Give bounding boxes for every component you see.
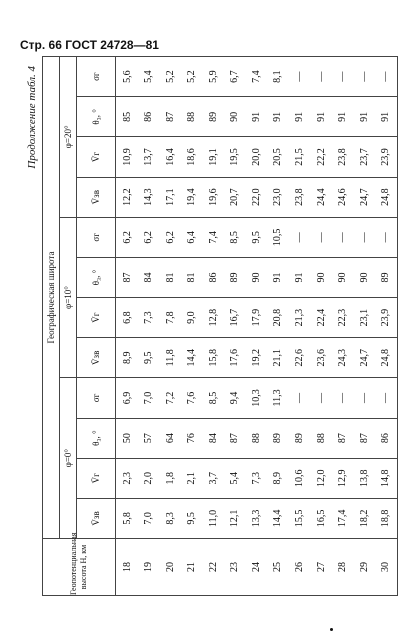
value-cell: 24,3	[332, 338, 354, 378]
value-cell: 17,6	[224, 338, 246, 378]
value-cell: 13,8	[353, 458, 375, 498]
value-cell: 90	[224, 97, 246, 137]
value-cell: 18,8	[375, 498, 398, 538]
value-cell: 20,5	[267, 137, 289, 177]
table-row	[332, 57, 354, 596]
value-cell: 23,8	[289, 177, 311, 217]
value-cell: 86	[138, 97, 160, 137]
value-cell: 12,8	[203, 298, 225, 338]
value-cell: 90	[246, 257, 268, 297]
value-cell: —	[289, 57, 311, 97]
value-cell: 2,3	[116, 458, 139, 498]
height-cell: 18	[116, 539, 139, 596]
value-cell: 14,4	[267, 498, 289, 538]
height-column-header: Геопотенциальная высота H, км	[43, 539, 116, 596]
value-cell: 3,7	[203, 458, 225, 498]
value-cell: 89	[224, 257, 246, 297]
value-cell: 21,5	[289, 137, 311, 177]
group-header-phi10: φ=10°	[60, 217, 77, 378]
table-row	[160, 57, 182, 596]
value-cell: 7,0	[138, 498, 160, 538]
value-cell: 12,1	[224, 498, 246, 538]
subcolumn-header: V̄зв	[77, 177, 116, 217]
subcolumn-header: V̄г	[77, 137, 116, 177]
value-cell: 19,2	[246, 338, 268, 378]
value-cell: 21,3	[289, 298, 311, 338]
value-cell: 81	[181, 257, 203, 297]
value-cell: 89	[375, 257, 398, 297]
value-cell: 84	[138, 257, 160, 297]
value-cell: 76	[181, 418, 203, 458]
group-header-phi0: φ=0°	[60, 378, 77, 539]
value-cell: —	[332, 217, 354, 257]
value-cell: 1,8	[160, 458, 182, 498]
value-cell: 24,8	[375, 338, 398, 378]
value-cell: 7,3	[246, 458, 268, 498]
value-cell: 91	[267, 97, 289, 137]
value-cell: 87	[332, 418, 354, 458]
value-cell: 15,8	[203, 338, 225, 378]
value-cell: 24,6	[332, 177, 354, 217]
value-cell: 64	[160, 418, 182, 458]
value-cell: 17,9	[246, 298, 268, 338]
latitude-header: Географическая широта	[43, 57, 60, 539]
value-cell: 13,7	[138, 137, 160, 177]
table-row	[289, 57, 311, 596]
value-cell: 14,4	[181, 338, 203, 378]
subcolumn-header: V̄зв	[77, 338, 116, 378]
value-cell: 91	[246, 97, 268, 137]
table-row	[267, 57, 289, 596]
value-cell: 8,5	[224, 217, 246, 257]
value-cell: 22,2	[310, 137, 332, 177]
height-cell: 21	[181, 539, 203, 596]
value-cell: 22,6	[289, 338, 311, 378]
value-cell: 87	[353, 418, 375, 458]
value-cell: 9,4	[224, 378, 246, 418]
height-cell: 27	[310, 539, 332, 596]
value-cell: —	[375, 378, 398, 418]
value-cell: 15,5	[289, 498, 311, 538]
value-cell: 6,2	[138, 217, 160, 257]
value-cell: 5,8	[116, 498, 139, 538]
value-cell: 23,8	[332, 137, 354, 177]
value-cell: 8,3	[160, 498, 182, 538]
value-cell: —	[310, 217, 332, 257]
value-cell: 5,2	[181, 57, 203, 97]
value-cell: 14,8	[375, 458, 398, 498]
value-cell: 19,6	[203, 177, 225, 217]
value-cell: 90	[332, 257, 354, 297]
value-cell: 10,6	[289, 458, 311, 498]
value-cell: 19,1	[203, 137, 225, 177]
value-cell: 23,7	[353, 137, 375, 177]
value-cell: 19,4	[181, 177, 203, 217]
page-header: Стр. 66 ГОСТ 24728—81	[20, 38, 159, 52]
value-cell: —	[310, 378, 332, 418]
value-cell: 87	[116, 257, 139, 297]
value-cell: 13,3	[246, 498, 268, 538]
table-row	[246, 57, 268, 596]
value-cell: 91	[289, 97, 311, 137]
subcolumn-header: σг	[77, 217, 116, 257]
value-cell: 20,7	[224, 177, 246, 217]
value-cell: 5,4	[224, 458, 246, 498]
value-cell: 14,3	[138, 177, 160, 217]
value-cell: —	[310, 57, 332, 97]
subcolumn-header: θ₃, °	[77, 418, 116, 458]
value-cell: 86	[375, 418, 398, 458]
value-cell: 88	[246, 418, 268, 458]
value-cell: 91	[375, 97, 398, 137]
value-cell: 7,4	[246, 57, 268, 97]
table-row	[375, 57, 398, 596]
subcolumn-header: V̄г	[77, 458, 116, 498]
value-cell: 17,4	[332, 498, 354, 538]
table-row	[116, 57, 139, 596]
value-cell: 5,2	[160, 57, 182, 97]
value-cell: 16,7	[224, 298, 246, 338]
value-cell: 24,7	[353, 338, 375, 378]
value-cell: 18,2	[353, 498, 375, 538]
value-cell: 12,0	[310, 458, 332, 498]
table-row	[203, 57, 225, 596]
value-cell: 90	[353, 257, 375, 297]
value-cell: 9,0	[181, 298, 203, 338]
value-cell: 91	[289, 257, 311, 297]
value-cell: 7,3	[138, 298, 160, 338]
value-cell: 24,7	[353, 177, 375, 217]
subcolumn-header: σг	[77, 378, 116, 418]
table-row	[353, 57, 375, 596]
value-cell: 9,5	[181, 498, 203, 538]
value-cell: —	[353, 378, 375, 418]
value-cell: 6,2	[160, 217, 182, 257]
value-cell: 57	[138, 418, 160, 458]
table-row	[224, 57, 246, 596]
value-cell: 91	[332, 97, 354, 137]
value-cell: 5,4	[138, 57, 160, 97]
value-cell: 2,1	[181, 458, 203, 498]
value-cell: 7,4	[203, 217, 225, 257]
value-cell: 24,8	[375, 177, 398, 217]
value-cell: 20,0	[246, 137, 268, 177]
value-cell: 11,0	[203, 498, 225, 538]
rotated-table-area	[22, 56, 402, 596]
value-cell: —	[375, 57, 398, 97]
subcolumn-header: θ₃, °	[77, 97, 116, 137]
value-cell: 7,0	[138, 378, 160, 418]
subcolumn-header: σг	[77, 57, 116, 97]
value-cell: 50	[116, 418, 139, 458]
value-cell: 7,6	[181, 378, 203, 418]
height-cell: 26	[289, 539, 311, 596]
data-table	[42, 56, 398, 596]
value-cell: 23,0	[267, 177, 289, 217]
value-cell: 89	[267, 418, 289, 458]
value-cell: 6,2	[116, 217, 139, 257]
subcolumn-header: θ₃, °	[77, 257, 116, 297]
value-cell: 16,5	[310, 498, 332, 538]
value-cell: 7,8	[160, 298, 182, 338]
value-cell: 7,2	[160, 378, 182, 418]
value-cell: 90	[310, 257, 332, 297]
height-cell: 30	[375, 539, 398, 596]
height-cell: 28	[332, 539, 354, 596]
value-cell: 11,3	[267, 378, 289, 418]
value-cell: 10,5	[267, 217, 289, 257]
page-mark	[330, 628, 333, 631]
value-cell: 17,1	[160, 177, 182, 217]
value-cell: 22,3	[332, 298, 354, 338]
value-cell: 9,5	[246, 217, 268, 257]
table-row	[138, 57, 160, 596]
height-cell: 29	[353, 539, 375, 596]
table-row	[181, 57, 203, 596]
value-cell: 8,9	[116, 338, 139, 378]
value-cell: 86	[203, 257, 225, 297]
value-cell: —	[289, 217, 311, 257]
height-cell: 19	[138, 539, 160, 596]
value-cell: 8,5	[203, 378, 225, 418]
value-cell: 5,9	[203, 57, 225, 97]
value-cell: 91	[267, 257, 289, 297]
height-cell: 22	[203, 539, 225, 596]
value-cell: 81	[160, 257, 182, 297]
value-cell: —	[353, 57, 375, 97]
value-cell: 85	[116, 97, 139, 137]
table-row	[310, 57, 332, 596]
value-cell: 91	[310, 97, 332, 137]
value-cell: —	[289, 378, 311, 418]
value-cell: 87	[160, 97, 182, 137]
value-cell: 12,9	[332, 458, 354, 498]
value-cell: 23,6	[310, 338, 332, 378]
value-cell: —	[375, 217, 398, 257]
value-cell: —	[353, 217, 375, 257]
value-cell: 6,9	[116, 378, 139, 418]
value-cell: 21,1	[267, 338, 289, 378]
subcolumn-header: V̄г	[77, 298, 116, 338]
value-cell: 5,6	[116, 57, 139, 97]
value-cell: 6,8	[116, 298, 139, 338]
value-cell: 91	[353, 97, 375, 137]
value-cell: 22,4	[310, 298, 332, 338]
group-header-phi20: φ=20°	[60, 57, 77, 218]
value-cell: 23,1	[353, 298, 375, 338]
value-cell: —	[332, 378, 354, 418]
value-cell: 11,8	[160, 338, 182, 378]
value-cell: 89	[203, 97, 225, 137]
table-caption: Продолжение табл. 4	[26, 66, 38, 169]
value-cell: 89	[289, 418, 311, 458]
height-cell: 23	[224, 539, 246, 596]
value-cell: 8,1	[267, 57, 289, 97]
subcolumn-header: V̄зв	[77, 498, 116, 538]
value-cell: 87	[224, 418, 246, 458]
value-cell: 22,0	[246, 177, 268, 217]
value-cell: 23,9	[375, 137, 398, 177]
value-cell: 9,5	[138, 338, 160, 378]
value-cell: 16,4	[160, 137, 182, 177]
value-cell: 10,9	[116, 137, 139, 177]
height-cell: 24	[246, 539, 268, 596]
value-cell: 24,4	[310, 177, 332, 217]
value-cell: —	[332, 57, 354, 97]
value-cell: 12,2	[116, 177, 139, 217]
value-cell: 20,8	[267, 298, 289, 338]
rotated-content	[22, 56, 402, 596]
value-cell: 2,0	[138, 458, 160, 498]
height-cell: 20	[160, 539, 182, 596]
value-cell: 88	[310, 418, 332, 458]
value-cell: 23,9	[375, 298, 398, 338]
value-cell: 84	[203, 418, 225, 458]
value-cell: 6,4	[181, 217, 203, 257]
value-cell: 19,5	[224, 137, 246, 177]
value-cell: 88	[181, 97, 203, 137]
value-cell: 8,9	[267, 458, 289, 498]
value-cell: 6,7	[224, 57, 246, 97]
value-cell: 18,6	[181, 137, 203, 177]
value-cell: 10,3	[246, 378, 268, 418]
height-cell: 25	[267, 539, 289, 596]
